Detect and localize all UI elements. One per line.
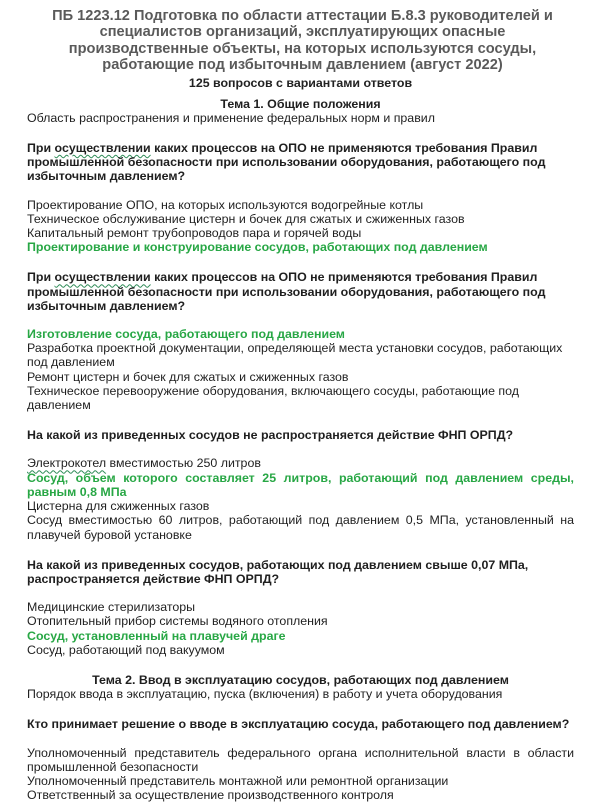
question-2-post: каких процессов на ОПО не применяются требования Правил промышленной безопасности при использовании оборудования, работающего под избыточным давлением? bbox=[27, 270, 546, 313]
topic-2-subtitle: Порядок ввода в эксплуатацию, пуска (включения) в работу и учета оборудования bbox=[27, 687, 503, 702]
answer-option: Ответственный за осуществление производственного контроля bbox=[27, 788, 394, 802]
answer-option-correct: Сосуд, объем которого составляет 25 литров, работающий под давлением среды, равным 0,8 МПа bbox=[27, 470, 574, 499]
answer-wavy-word: Электрокотел bbox=[27, 456, 107, 471]
answer-option: Разработка проектной документации, определяющей места установки сосудов, работающих под давлением bbox=[27, 341, 563, 370]
document-subtitle: 125 вопросов с вариантами ответов bbox=[188, 75, 413, 90]
answer-option: Сосуд, работающий под вакуумом bbox=[27, 642, 225, 657]
question-1-post: каких процессов на ОПО не применяются требования Правил промышленной безопасности при использовании оборудования, работающего под избыточным давлением? bbox=[27, 141, 546, 184]
question-2-wavy-word: осуществлении bbox=[54, 270, 151, 285]
answer-option-correct: Сосуд, установленный на плавучей драге bbox=[27, 628, 286, 643]
answer-option: Сосуд вместимостью 60 литров, работающий под давлением 0,5 МПа, установленный на плавучей буровой установке bbox=[27, 513, 574, 542]
question-2-pre: При bbox=[27, 270, 55, 285]
topic-1-title: Тема 1. Общие положения bbox=[220, 96, 381, 111]
document-title: ПБ 1223.12 Подготовка по области аттестации Б.8.3 руководителей и специалистов организаций, эксплуатирующих опасные производственные объекты, на которых используются сосуды, работающие под избыточным давлением (август 2022) bbox=[52, 8, 553, 74]
answer-option: Уполномоченный представитель монтажной или ремонтной организации bbox=[27, 773, 449, 788]
answer-option: Проектирование ОПО, на которых используются водогрейные котлы bbox=[27, 197, 424, 212]
question-3-answers bbox=[27, 456, 574, 541]
answer-option: Медицинские стерилизаторы bbox=[27, 600, 196, 615]
question-1-pre: При bbox=[27, 141, 55, 156]
answer-rest: вместимостью 250 литров bbox=[106, 456, 261, 471]
question-5-answers bbox=[27, 746, 574, 802]
topic-2-title: Тема 2. Ввод в эксплуатацию сосудов, работающих под давлением bbox=[92, 672, 509, 687]
answer-option: Отопительный прибор системы водяного отопления bbox=[27, 614, 328, 629]
question-2 bbox=[27, 270, 574, 313]
question-4-answers bbox=[27, 600, 574, 657]
question-1 bbox=[27, 141, 574, 184]
answer-option-correct: Изготовление сосуда, работающего под давлением bbox=[27, 327, 345, 342]
question-1-answers bbox=[27, 198, 574, 255]
topic-1-subtitle: Область распространения и применение федеральных норм и правил bbox=[27, 110, 435, 125]
question-2-answers bbox=[27, 327, 574, 412]
answer-option: Ремонт цистерн и бочек для сжатых и сжиженных газов bbox=[27, 369, 349, 384]
question-3: На какой из приведенных сосудов не распространяется действие ФНП ОРПД? bbox=[27, 428, 514, 443]
answer-option: Техническое обслуживание цистерн и бочек для сжатых и сжиженных газов bbox=[27, 211, 465, 226]
answer-option bbox=[27, 456, 574, 470]
answer-option-correct: Проектирование и конструирование сосудов, работающих под давлением bbox=[27, 240, 488, 255]
answer-option: Уполномоченный представитель федерального органа исполнительной власти в области промышленной безопасности bbox=[27, 745, 574, 774]
question-1-wavy-word: осуществлении bbox=[54, 141, 151, 156]
question-5: Кто принимает решение о вводе в эксплуатацию сосуда, работающего под давлением? bbox=[27, 717, 570, 732]
answer-option: Цистерна для сжиженных газов bbox=[27, 499, 210, 514]
answer-option: Капитальный ремонт трубопроводов пара и горячей воды bbox=[27, 226, 362, 241]
question-4: На какой из приведенных сосудов, работающих под давлением свыше 0,07 МПа, распространяется действие ФНП ОРПД? bbox=[27, 557, 529, 586]
answer-option: Техническое перевооружение оборудования, включающего сосуды, работающие под давлением bbox=[27, 383, 519, 413]
